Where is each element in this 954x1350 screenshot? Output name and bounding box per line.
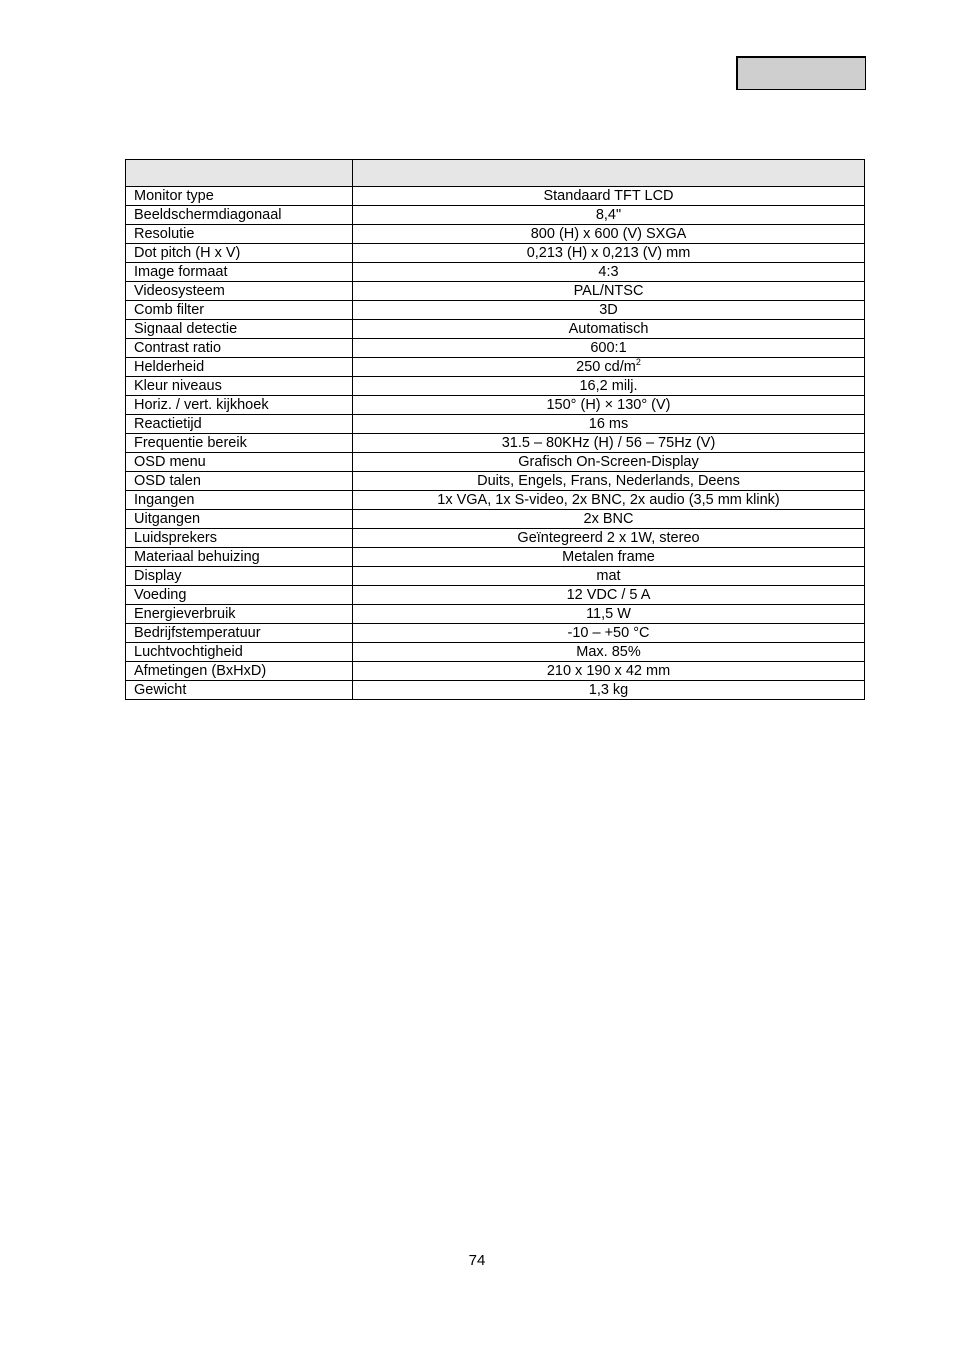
spec-value [353, 396, 865, 415]
spec-label: Bedrijfstemperatuur [126, 624, 353, 643]
spec-value [353, 434, 865, 453]
specifications-table [125, 159, 865, 700]
table-row [126, 225, 865, 244]
table-row [126, 282, 865, 301]
spec-label: Beeldschermdiagonaal [126, 206, 353, 225]
spec-value [353, 263, 865, 282]
table-row [126, 187, 865, 206]
table-row [126, 681, 865, 700]
spec-value-text: mat [596, 568, 621, 584]
spec-label: Reactietijd [126, 415, 353, 434]
spec-label: Energieverbruik [126, 605, 353, 624]
table-row [126, 586, 865, 605]
table-row [126, 605, 865, 624]
spec-value-text: Standaard TFT LCD [543, 188, 674, 204]
table-row [126, 358, 865, 377]
spec-label: Signaal detectie [126, 320, 353, 339]
table-row [126, 567, 865, 586]
spec-value-text: -10 – +50 °C [567, 625, 650, 641]
table-header-cell-label [126, 160, 353, 187]
spec-label: Horiz. / vert. kijkhoek [126, 396, 353, 415]
spec-value [353, 320, 865, 339]
spec-value-text: Automatisch [568, 321, 649, 337]
spec-value-text: 250 cd/m [576, 359, 636, 375]
spec-value [353, 605, 865, 624]
spec-value-text: 8,4" [595, 207, 622, 223]
spec-label: Afmetingen (BxHxD) [126, 662, 353, 681]
spec-value [353, 681, 865, 700]
spec-value [353, 491, 865, 510]
spec-value-text: 12 VDC / 5 A [566, 587, 651, 603]
spec-value-text: PAL/NTSC [573, 283, 644, 299]
spec-label: OSD menu [126, 453, 353, 472]
spec-value [353, 472, 865, 491]
spec-label: Display [126, 567, 353, 586]
spec-label: Voeding [126, 586, 353, 605]
table-row [126, 301, 865, 320]
spec-label: Dot pitch (H x V) [126, 244, 353, 263]
spec-label: Resolutie [126, 225, 353, 244]
spec-value [353, 377, 865, 396]
language-tab [736, 56, 866, 90]
spec-value-text: 3D [599, 302, 618, 318]
spec-value-text: Max. 85% [576, 644, 641, 660]
spec-label: Frequentie bereik [126, 434, 353, 453]
spec-label: Monitor type [126, 187, 353, 206]
spec-value-text: 31.5 – 80KHz (H) / 56 – 75Hz (V) [501, 435, 716, 451]
spec-value-text: 1x VGA, 1x S-video, 2x BNC, 2x audio (3,5 mm klink) [437, 492, 780, 508]
table-row [126, 491, 865, 510]
spec-value [353, 282, 865, 301]
table-row [126, 548, 865, 567]
spec-label: Contrast ratio [126, 339, 353, 358]
spec-label: Luchtvochtigheid [126, 643, 353, 662]
spec-label: Uitgangen [126, 510, 353, 529]
spec-label: Image formaat [126, 263, 353, 282]
spec-value-text: 210 x 190 x 42 mm [546, 663, 671, 679]
spec-value [353, 339, 865, 358]
spec-label: Helderheid [126, 358, 353, 377]
table-row [126, 206, 865, 225]
page-number: 74 [468, 1252, 486, 1269]
table-row [126, 662, 865, 681]
table-row [126, 643, 865, 662]
spec-value [353, 187, 865, 206]
spec-value [353, 586, 865, 605]
spec-value-text: 0,213 (H) x 0,213 (V) mm [526, 245, 691, 261]
spec-value [353, 510, 865, 529]
table-row [126, 377, 865, 396]
table-row [126, 434, 865, 453]
table-row [126, 263, 865, 282]
spec-value [353, 643, 865, 662]
spec-value [353, 624, 865, 643]
spec-value-text: Geïntegreerd 2 x 1W, stereo [517, 530, 700, 546]
spec-value-text: 16 ms [588, 416, 629, 432]
spec-value [353, 244, 865, 263]
spec-value-text: Grafisch On-Screen-Display [518, 454, 699, 470]
table-row [126, 244, 865, 263]
table-row [126, 339, 865, 358]
table-header [126, 160, 865, 187]
table-row [126, 529, 865, 548]
table-row [126, 320, 865, 339]
spec-value [353, 662, 865, 681]
table-row [126, 510, 865, 529]
spec-value [353, 453, 865, 472]
spec-value-text: 150° (H) × 130° (V) [546, 397, 671, 413]
spec-value [353, 415, 865, 434]
spec-value-text: Duits, Engels, Frans, Nederlands, Deens [477, 473, 740, 489]
table-row [126, 396, 865, 415]
spec-value-text: 600:1 [590, 340, 627, 356]
spec-value [353, 358, 865, 377]
spec-value [353, 301, 865, 320]
table-row [126, 624, 865, 643]
spec-value-text: 1,3 kg [588, 682, 629, 698]
spec-value [353, 567, 865, 586]
table-row [126, 415, 865, 434]
table-body [126, 187, 865, 700]
spec-value [353, 529, 865, 548]
spec-label: Videosysteem [126, 282, 353, 301]
spec-value-text: 11,5 W [586, 606, 631, 622]
spec-value-text: 2x BNC [583, 511, 634, 527]
spec-value-text: 16,2 milj. [579, 378, 638, 394]
spec-label: Luidsprekers [126, 529, 353, 548]
table-row [126, 453, 865, 472]
spec-label: Gewicht [126, 681, 353, 700]
spec-label: Kleur niveaus [126, 377, 353, 396]
spec-value-text: 800 (H) x 600 (V) SXGA [530, 226, 687, 242]
spec-label: Materiaal behuizing [126, 548, 353, 567]
spec-value [353, 225, 865, 244]
superscript: 2 [635, 357, 641, 367]
spec-value-text: 4:3 [598, 264, 619, 280]
spec-label: Comb filter [126, 301, 353, 320]
spec-value [353, 206, 865, 225]
spec-value-text: Metalen frame [562, 549, 655, 565]
spec-label: OSD talen [126, 472, 353, 491]
table-header-row [126, 160, 865, 187]
spec-value [353, 548, 865, 567]
table-header-cell-value [353, 160, 865, 187]
spec-label: Ingangen [126, 491, 353, 510]
table-row [126, 472, 865, 491]
